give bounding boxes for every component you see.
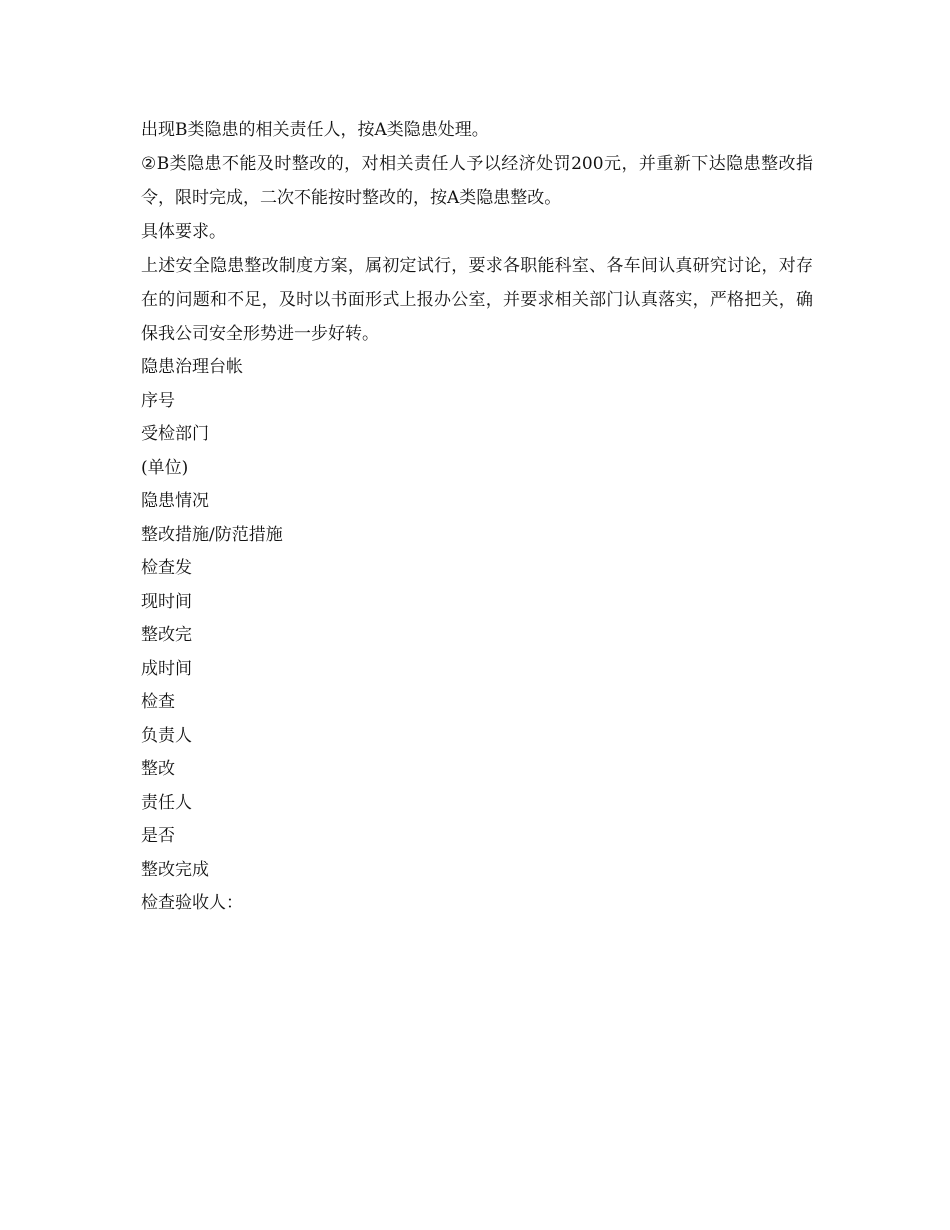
- ledger-title: 隐患治理台帐: [141, 357, 243, 377]
- paragraph-trial-scheme: 上述安全隐患整改制度方案，属初定试行，要求各职能科室、各车间认真研究讨论，对存在的问题和不足，及时以书面形式上报办公室，并要求相关部门认真落实，严格把关，确保我公司安全形势进一步好转。: [141, 256, 813, 344]
- document-body: [141, 113, 813, 921]
- ledger-line-whether-2: 整改完成: [141, 859, 209, 880]
- paragraph-b-class-responsible: 出现B类隐患的相关责任人，按A类隐患处理。: [141, 120, 489, 140]
- ledger-line-department: 受检部门: [141, 424, 209, 444]
- ledger-line-whether-1: 是否: [141, 826, 175, 846]
- ledger-line-rectify-1: 整改: [141, 759, 175, 779]
- ledger-line-complete-time-2: 成时间: [141, 658, 192, 679]
- ledger-line-found-time-2: 现时间: [141, 591, 192, 612]
- ledger-line-measures: 整改措施/防范措施: [141, 524, 283, 545]
- ledger-line-found-time-1: 检查发: [141, 558, 192, 578]
- ledger-line-serial: 序号: [141, 390, 175, 411]
- ledger-line-inspection-1: 检查: [141, 692, 175, 712]
- ledger-line-unit: (单位): [141, 457, 189, 478]
- ledger-line-hazard: 隐患情况: [141, 491, 209, 511]
- ledger-line-inspection-2: 负责人: [141, 725, 192, 746]
- paragraph-specific-requirements: 具体要求。: [141, 222, 226, 242]
- ledger-line-acceptor: 检查验收人：: [141, 893, 243, 913]
- ledger-line-rectify-2: 责任人: [141, 792, 192, 813]
- ledger-line-complete-time-1: 整改完: [141, 625, 192, 645]
- paragraph-b-class-penalty: ②B类隐患不能及时整改的，对相关责任人予以经济处罚200元，并重新下达隐患整改指令，限时完成，二次不能按时整改的，按A类隐患整改。: [141, 154, 813, 208]
